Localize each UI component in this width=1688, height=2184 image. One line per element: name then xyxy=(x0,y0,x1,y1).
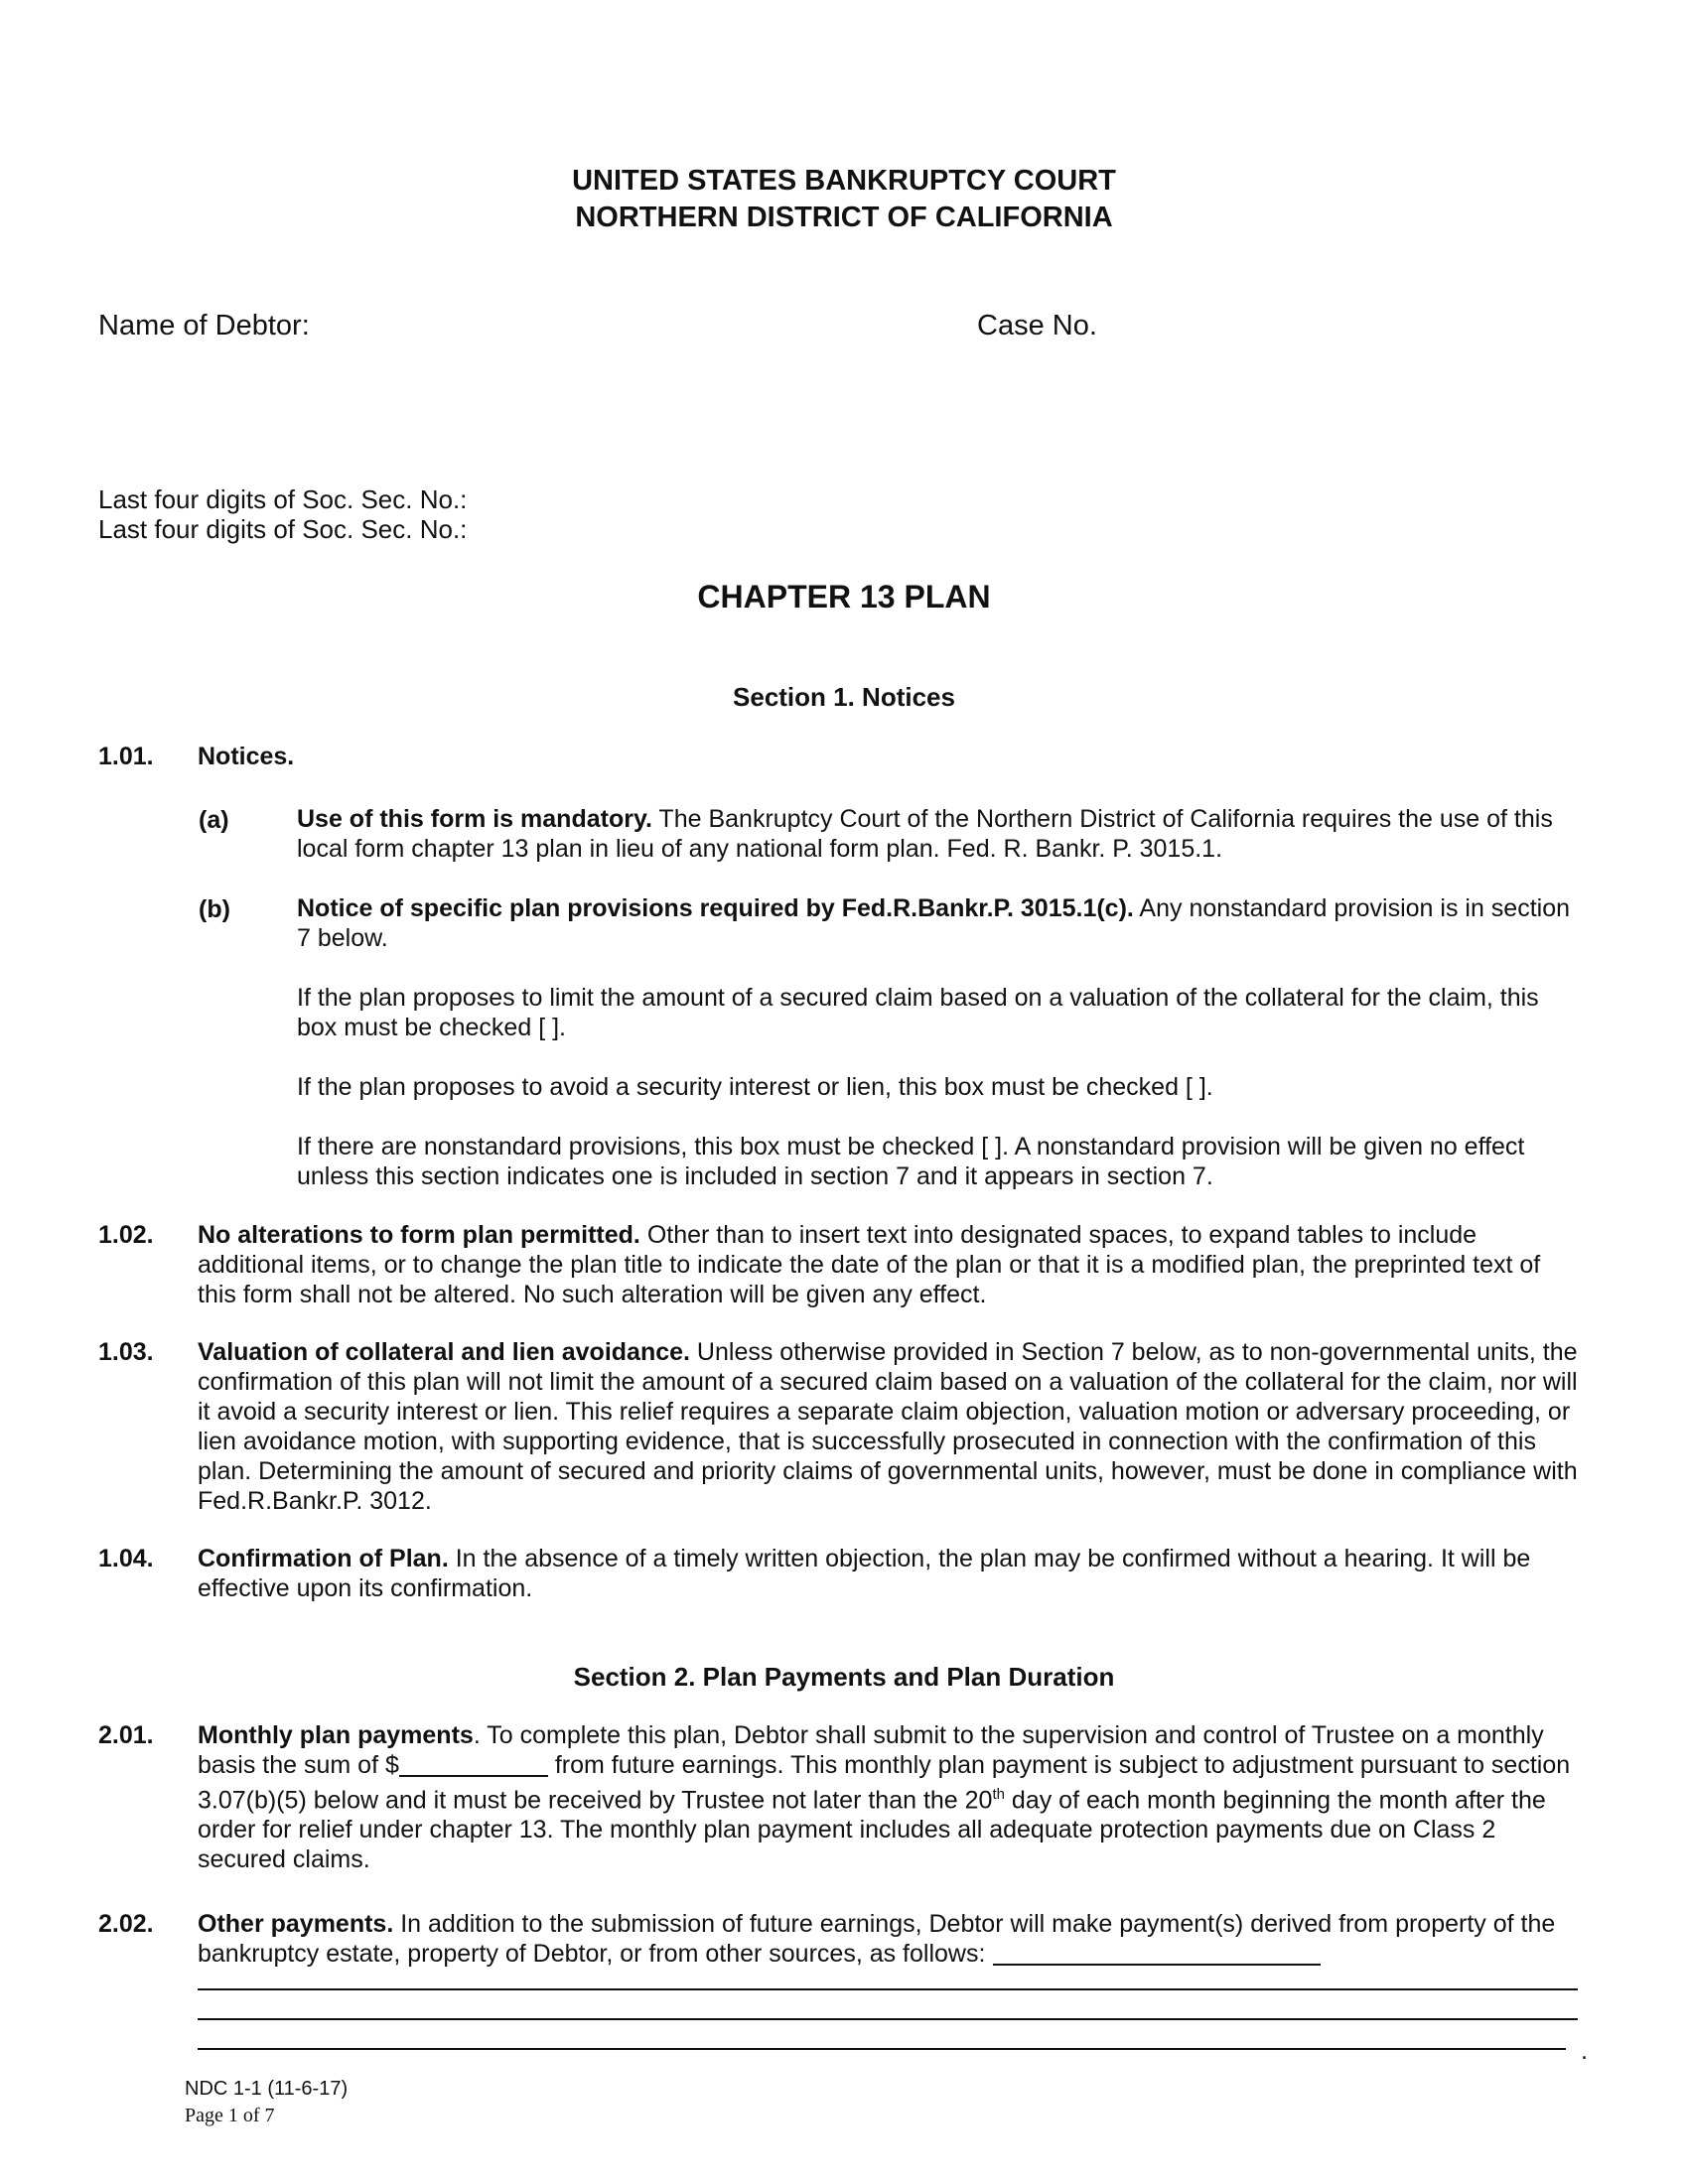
sub-a-letter: (a) xyxy=(199,806,229,834)
sub-b-text: Any nonstandard provision is in section 7 below. xyxy=(297,894,1571,952)
nonstandard-checkbox-paragraph: If there are nonstandard provisions, this box must be checked [ ]. A nonstandard provision will be given no effect unless this section indicates one is included in section 7 and it appears in section 7. xyxy=(297,1133,1525,1190)
item-102-paragraph xyxy=(198,1220,1583,1309)
section-1-heading: Section 1. Notices xyxy=(733,682,955,712)
court-name-line-2: NORTHERN DISTRICT OF CALIFORNIA xyxy=(575,202,1113,233)
other-payments-line-3[interactable] xyxy=(198,2048,1566,2050)
item-104-bold: Confirmation of Plan. xyxy=(198,1545,449,1572)
item-202-paragraph xyxy=(198,1909,1583,1969)
other-payments-line-2[interactable] xyxy=(198,2018,1578,2020)
item-104-number: 1.04. xyxy=(98,1545,154,1572)
valuation-checkbox-paragraph: If the plan proposes to limit the amount of a secured claim based on a valuation of the collateral for the claim, this box must be checked [ ]. xyxy=(297,984,1539,1041)
item-201-bold: Monthly plan payments xyxy=(198,1721,474,1749)
item-104-paragraph xyxy=(198,1544,1583,1603)
section-2-heading: Section 2. Plan Payments and Plan Duration xyxy=(573,1662,1115,1692)
item-103-number: 1.03. xyxy=(98,1338,154,1366)
other-payments-period: . xyxy=(1581,2037,1588,2065)
lien-checkbox-paragraph: If the plan proposes to avoid a security interest or lien, this box must be checked [ ]. xyxy=(297,1073,1213,1101)
sub-a-text: The Bankruptcy Court of the Northern District of California requires the use of this local form chapter 13 plan in lieu of any national form plan. Fed. R. Bankr. P. 3015.1. xyxy=(297,805,1553,863)
other-payments-line-1[interactable] xyxy=(198,1988,1578,1990)
plan-title: CHAPTER 13 PLAN xyxy=(697,579,991,614)
item-101-title: Notices. xyxy=(198,743,295,770)
sub-a-paragraph xyxy=(297,804,1585,864)
sub-b-letter: (b) xyxy=(199,895,230,923)
ssn-label-1: Last four digits of Soc. Sec. No.: xyxy=(98,484,468,514)
case-number-label: Case No. xyxy=(977,310,1097,341)
item-202-text: In addition to the submission of future earnings, Debtor will make payment(s) derived from property of the bankruptcy estate, property of Debtor, or from other sources, as follows: xyxy=(198,1910,1556,1968)
item-103-text: Unless otherwise provided in Section 7 below, as to non-governmental units, the confirmation of this plan will not limit the amount of a secured claim based on a valuation of the collateral for the claim, nor will it avoid a security interest or lien. This relief requires a separate claim objection, valuation motion or adversary proceeding, or lien avoidance motion, with supporting evidence, that is successfully prosecuted in connection with the confirmation of this plan. Determining the amount of secured and priority claims of governmental units, however, must be done in compliance with Fed.R.Bankr.P. 3012. xyxy=(198,1338,1578,1515)
item-101-number: 1.01. xyxy=(98,743,154,770)
footer-form-id: NDC 1-1 (11-6-17) xyxy=(185,2078,349,2100)
court-name-line-1: UNITED STATES BANKRUPTCY COURT xyxy=(572,165,1116,197)
item-201-paragraph xyxy=(198,1720,1583,1874)
sub-b-bold: Notice of specific plan provisions required by Fed.R.Bankr.P. 3015.1(c). xyxy=(297,894,1134,922)
sub-b-paragraph xyxy=(297,893,1585,953)
item-202-number: 2.02. xyxy=(98,1910,154,1938)
sub-a-bold: Use of this form is mandatory. xyxy=(297,805,652,833)
other-payments-blank[interactable] xyxy=(993,1940,1321,1966)
item-104-text: In the absence of a timely written objection, the plan may be confirmed without a hearing. It will be effective upon its confirmation. xyxy=(198,1545,1531,1602)
item-103-paragraph xyxy=(198,1337,1583,1516)
monthly-amount-blank[interactable] xyxy=(399,1751,548,1777)
item-201-text-c: day of each month beginning the month after the order for relief under chapter 13. The monthly plan payment includes all adequate protection payments due on Class 2 secured claims. xyxy=(198,1786,1546,1874)
item-202-bold: Other payments. xyxy=(198,1910,394,1938)
item-103-bold: Valuation of collateral and lien avoidance. xyxy=(198,1338,690,1366)
item-102-number: 1.02. xyxy=(98,1221,154,1249)
item-201-text-a: . To complete this plan, Debtor shall submit to the supervision and control of Trustee on a monthly basis the sum of $ xyxy=(198,1721,1544,1779)
item-201-ordinal: th xyxy=(992,1786,1005,1803)
item-201-text-b: from future earnings. This monthly plan payment is subject to adjustment pursuant to section 3.07(b)(5) below and it must be received by Trustee not later than the 20 xyxy=(198,1751,1571,1815)
item-102-text: Other than to insert text into designated spaces, to expand tables to include additional items, or to change the plan title to indicate the date of the plan or that it is a modified plan, the preprinted text of this form shall not be altered. No such alteration will be given any effect. xyxy=(198,1221,1541,1308)
footer-page-number: Page 1 of 7 xyxy=(185,2105,275,2126)
item-201-number: 2.01. xyxy=(98,1721,154,1749)
debtor-name-label: Name of Debtor: xyxy=(98,310,310,341)
item-102-bold: No alterations to form plan permitted. xyxy=(198,1221,640,1249)
ssn-label-2: Last four digits of Soc. Sec. No.: xyxy=(98,514,468,544)
